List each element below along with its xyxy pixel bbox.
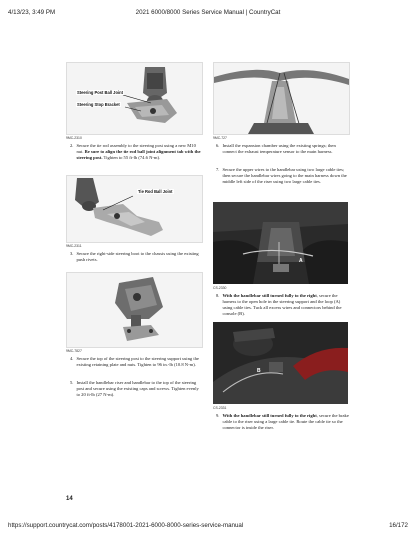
step-number: 9. <box>216 413 220 418</box>
print-datetime: 4/13/23, 3:49 PM <box>8 9 56 16</box>
figure-steering-support <box>66 272 203 348</box>
print-title: 2021 6000/8000 Series Service Manual | CountryCat <box>135 9 281 16</box>
step-number: 6. <box>216 143 220 148</box>
print-url: https://support.countrycat.com/posts/4178001-2021-6000-8000-series-service-manual <box>8 522 244 529</box>
step-7: 7. Secure the upper wires to the handlebar using two large cable ties; then secure the handlebar wires going to the main harness down the middle left side of the riser using two large cable ties. <box>216 167 347 184</box>
figure-id: CS-2330 <box>213 286 227 290</box>
step-4: 4. Secure the top of the steering post to the steering support using the existing retaining plate and nuts. Tighten to 96 in.-lb (10.8 N-m). <box>70 356 199 367</box>
step-3: 3. Secure the right-side steering boot to the chassis using the existing push rivets. <box>70 251 199 262</box>
photo-label-b: B <box>257 368 261 374</box>
step-2: 2. Secure the tie rod assembly to the steering post using a new M10 nut. Be sure to align the tie rod ball joint alignment tab with the steering post. Tighten to 55 ft-lb (74.6 N-m). <box>70 143 201 160</box>
figure-id: CS-2331 <box>213 406 227 410</box>
figure-brake-cable-photo <box>213 322 348 404</box>
callout-steering-stop-bracket: Steering Stop Bracket <box>77 102 120 107</box>
steering-post-illustration <box>67 63 202 134</box>
figure-id: 9MC-2311 <box>66 244 82 248</box>
figure-harness-photo <box>213 202 348 284</box>
figure-id: 9MC-7827 <box>66 349 82 353</box>
step-number: 3. <box>70 251 74 256</box>
callout-tie-rod-ball-joint: Tie Rod Ball Joint <box>138 189 173 194</box>
step-number: 5. <box>70 380 74 385</box>
step-number: 8. <box>216 293 220 298</box>
step-number: 4. <box>70 356 74 361</box>
brake-cable-photo <box>213 322 348 404</box>
step-6: 6. Install the expansion chamber using the existing springs; then connect the exhaust temperature sensor to the main harness. <box>216 143 336 154</box>
harness-photo <box>213 202 348 284</box>
photo-label-a: A <box>299 258 303 264</box>
figure-handlebar-riser <box>213 62 350 135</box>
figure-id: 9MC-2310 <box>66 136 82 140</box>
tie-rod-illustration <box>67 176 202 242</box>
print-page-count: 16/172 <box>389 522 408 529</box>
figure-steering-post <box>66 62 203 135</box>
step-number: 7. <box>216 167 220 172</box>
handlebar-riser-illustration <box>214 63 349 134</box>
step-5: 5. Install the handlebar riser and handlebar to the top of the steering post and secure using the existing caps and screws. Tighten evenly to 20 ft-lb (27 N-m). <box>70 380 199 397</box>
step-number: 2. <box>70 143 74 148</box>
callout-steering-post-ball-joint: Steering Post Ball Joint <box>77 90 123 95</box>
figure-tie-rod <box>66 175 203 243</box>
step-9: 9. With the handlebar still turned fully to the right, secure the brake cable to the riser using a large cable tie. Route the cable tie so the connector is inside the riser. <box>216 413 349 430</box>
figure-id: 9MC-727 <box>213 136 227 140</box>
page-number: 14 <box>66 496 73 502</box>
step-8: 8. With the handlebar still turned fully to the right, secure the harness to the open hole in the steering support and the loop (A) using cable ties. Tuck all excess wires and connectors behind the console (B). <box>216 293 342 316</box>
steering-support-illustration <box>67 273 202 347</box>
